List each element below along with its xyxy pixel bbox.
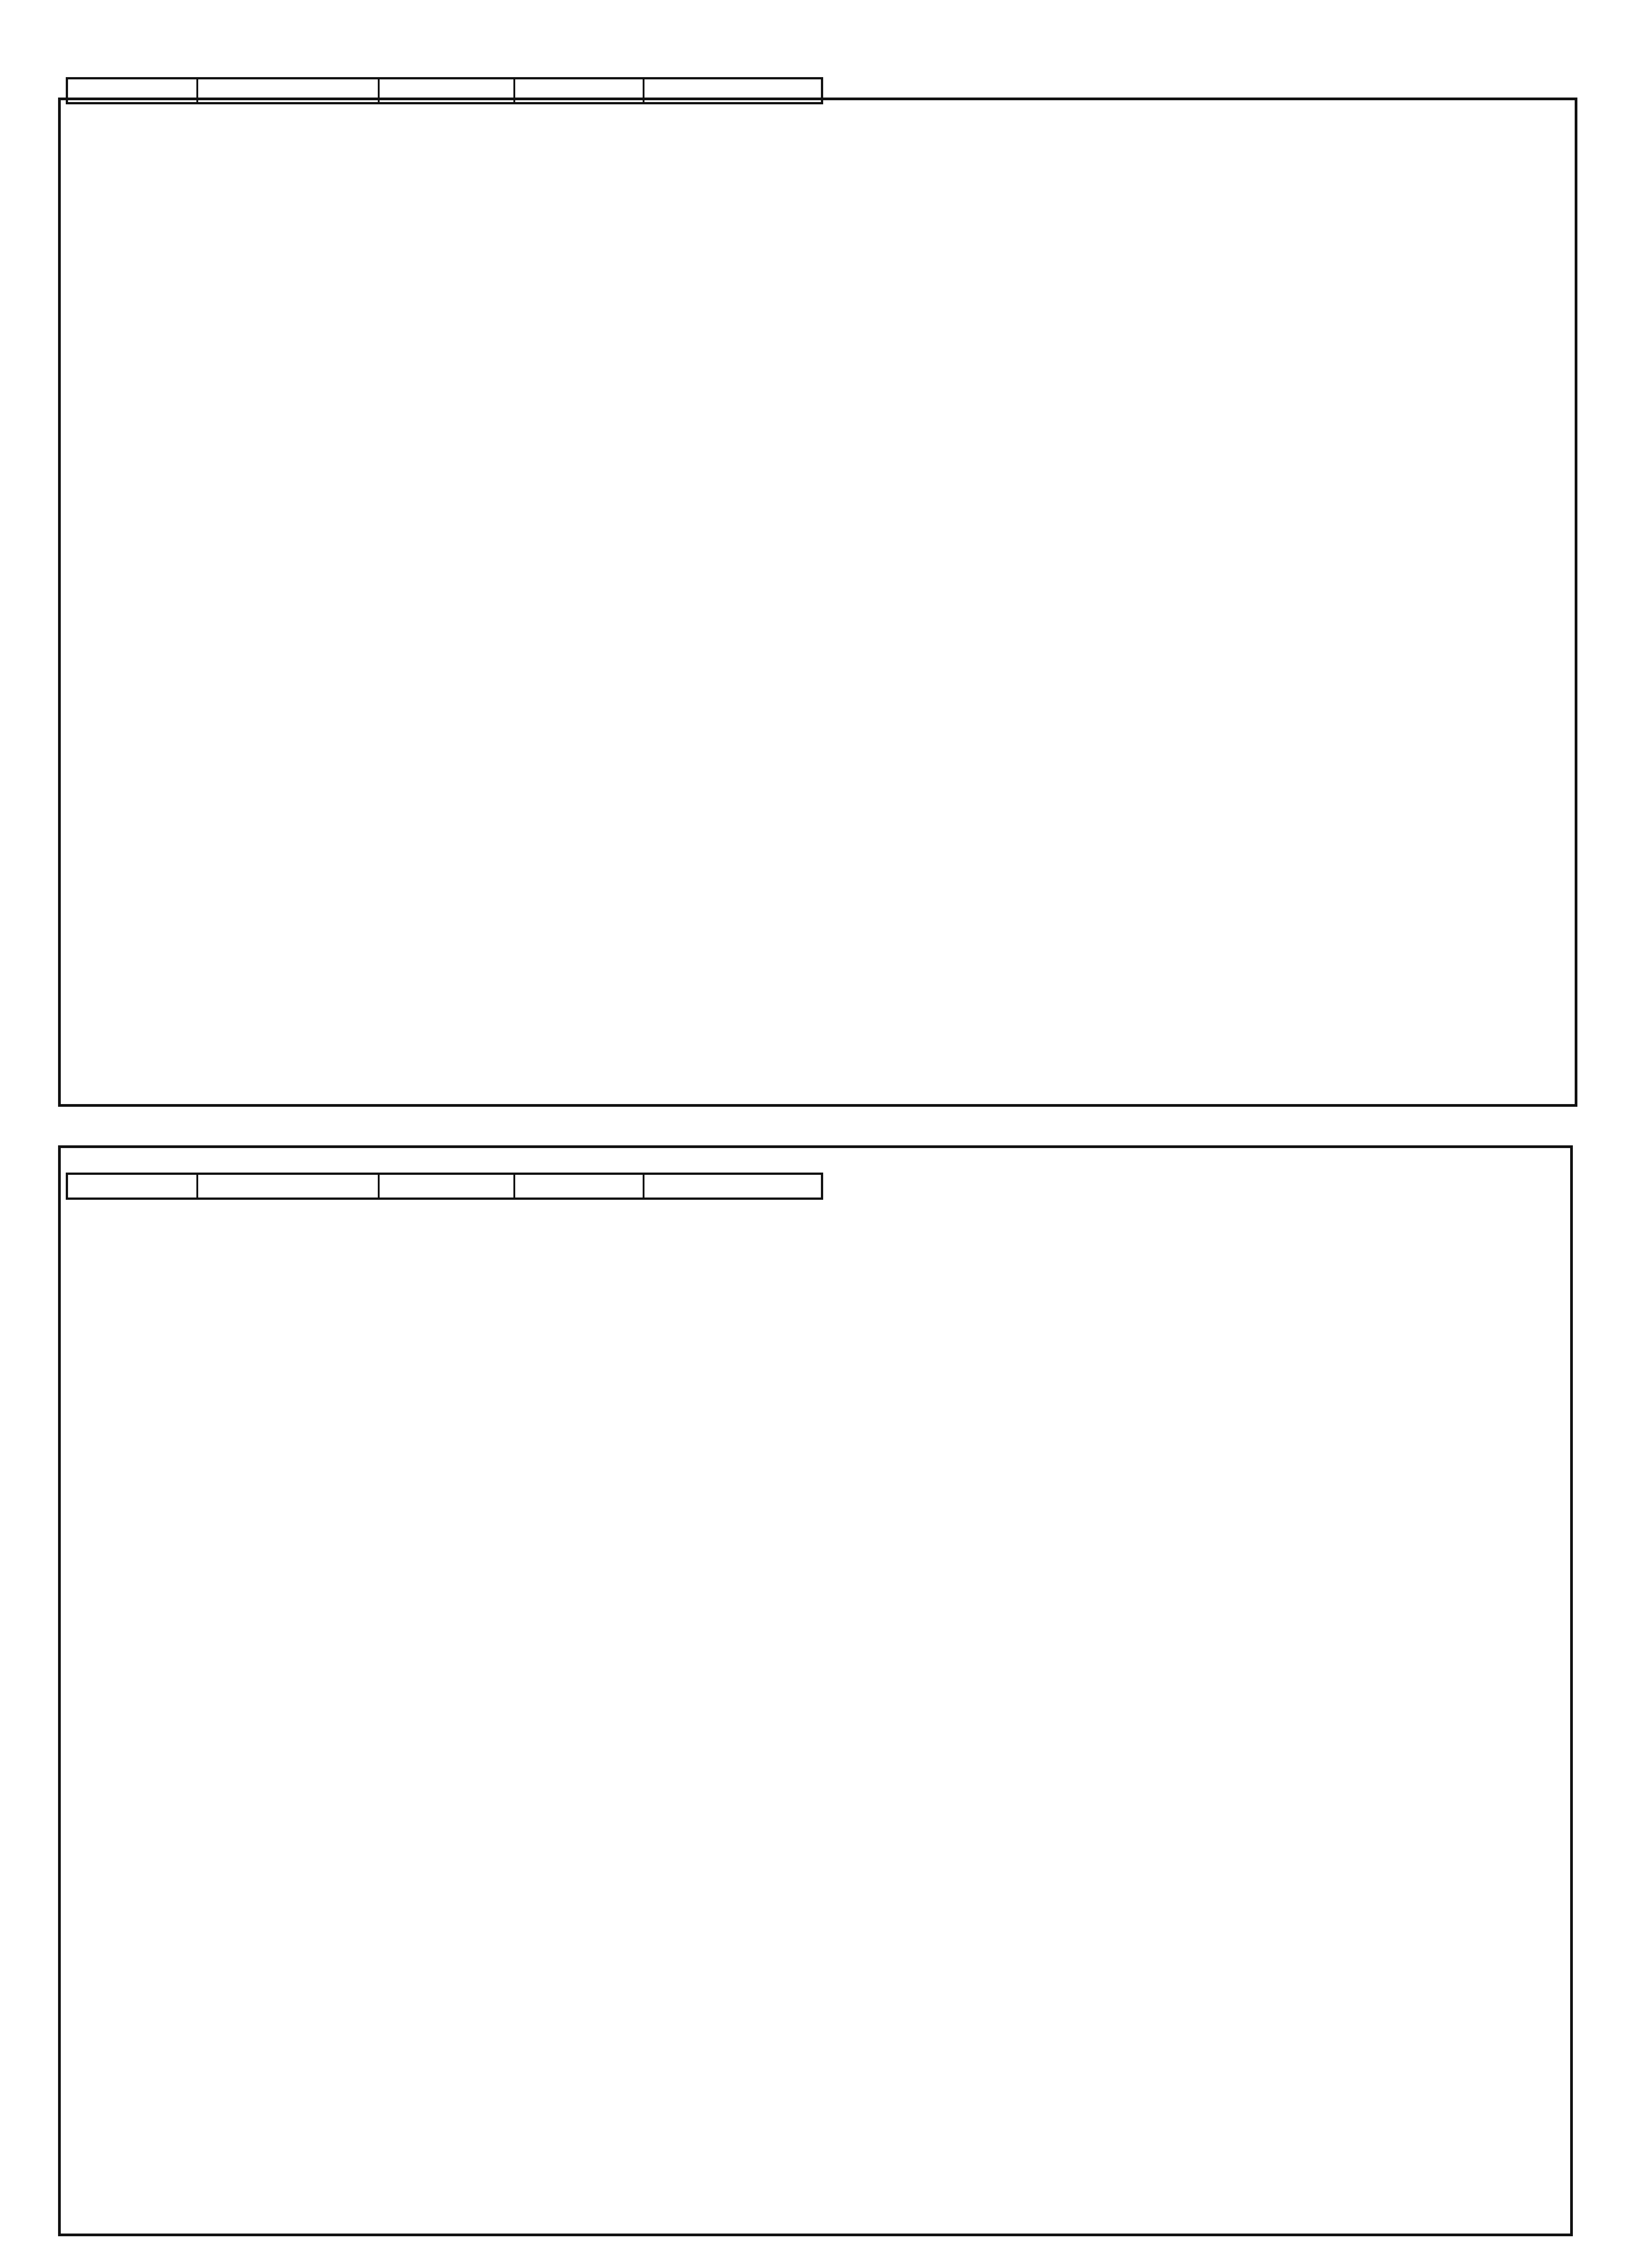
spec-table-grid — [0, 0, 1635, 1125]
spec-sheet-4 — [0, 1125, 1635, 2268]
spec-table-grid — [0, 1125, 1635, 2268]
spec-sheet-3 — [0, 0, 1635, 1125]
